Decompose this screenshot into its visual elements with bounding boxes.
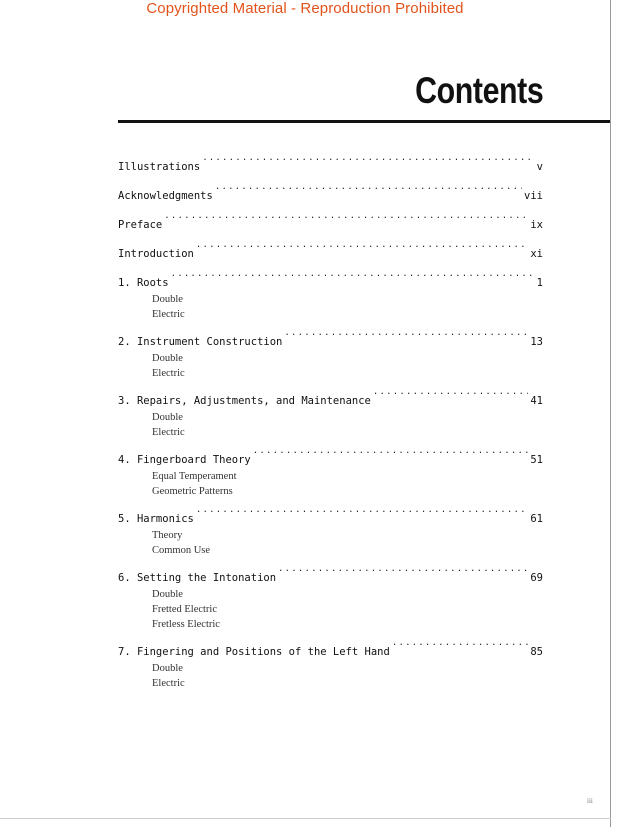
toc-entry-title: Acknowledgments bbox=[118, 190, 213, 202]
toc-entry bbox=[118, 505, 543, 558]
dot-leader bbox=[202, 153, 534, 170]
toc-line bbox=[118, 446, 543, 469]
toc-entry bbox=[118, 564, 543, 632]
toc-subentry: Equal Temperament bbox=[152, 471, 237, 482]
toc-subentry: Fretless Electric bbox=[152, 619, 220, 630]
dot-leader bbox=[164, 211, 528, 228]
toc-entry-page: 1 bbox=[536, 277, 543, 289]
toc-subentry: Electric bbox=[152, 368, 185, 379]
toc-line bbox=[118, 153, 543, 176]
toc-entry bbox=[118, 240, 543, 263]
toc-entry-title: 4. Fingerboard Theory bbox=[118, 454, 251, 466]
toc-line bbox=[118, 638, 543, 661]
copyright-notice: Copyrighted Material - Reproduction Prohibited bbox=[146, 0, 464, 17]
toc-line bbox=[118, 269, 543, 292]
dot-leader bbox=[215, 182, 522, 199]
page-title: Contents bbox=[414, 70, 543, 111]
dot-leader bbox=[196, 240, 528, 257]
toc-entry-page: ix bbox=[530, 219, 543, 231]
toc-entry-title: 5. Harmonics bbox=[118, 513, 194, 525]
toc-entry-title: Preface bbox=[118, 219, 163, 231]
toc-line bbox=[118, 387, 543, 410]
toc-entry bbox=[118, 211, 543, 234]
toc-entry bbox=[118, 182, 543, 205]
toc-entry-title: 2. Instrument Construction bbox=[118, 336, 283, 348]
toc-subentry: Double bbox=[152, 294, 183, 305]
toc-entry-title: 3. Repairs, Adjustments, and Maintenance bbox=[118, 395, 371, 407]
toc-subentry: Double bbox=[152, 412, 183, 423]
page-edge-bottom bbox=[0, 818, 611, 819]
toc-line bbox=[118, 564, 543, 587]
toc-subentry: Double bbox=[152, 589, 183, 600]
toc-subentry: Fretted Electric bbox=[152, 604, 218, 615]
dot-leader bbox=[171, 269, 535, 286]
toc-entry-page: 13 bbox=[530, 336, 543, 348]
toc-entry-page: xi bbox=[530, 248, 543, 260]
page-edge-right bbox=[610, 0, 611, 827]
toc-entry-title: Illustrations bbox=[118, 161, 201, 173]
toc-subentry: Theory bbox=[152, 530, 183, 541]
toc-line bbox=[118, 505, 543, 528]
dot-leader bbox=[196, 505, 528, 522]
toc-subentry: Electric bbox=[152, 678, 185, 689]
toc-subentry: Double bbox=[152, 353, 183, 364]
folio: iii bbox=[587, 797, 593, 805]
toc-entry-title: 6. Setting the Intonation bbox=[118, 572, 277, 584]
toc-entry-page: vii bbox=[524, 190, 543, 202]
title-divider bbox=[118, 120, 610, 123]
toc-entry-page: 61 bbox=[530, 513, 543, 525]
toc-entry-page: 69 bbox=[530, 572, 543, 584]
toc-entry bbox=[118, 387, 543, 440]
toc-subentry: Double bbox=[152, 663, 183, 674]
toc-entry bbox=[118, 446, 543, 499]
toc-entry-title: 1. Roots bbox=[118, 277, 169, 289]
toc-entry-page: 85 bbox=[530, 646, 543, 658]
toc-entry-page: 51 bbox=[530, 454, 543, 466]
toc-line bbox=[118, 328, 543, 351]
toc-entry bbox=[118, 153, 543, 176]
toc-entry bbox=[118, 269, 543, 322]
dot-leader bbox=[373, 387, 528, 404]
toc-subentry: Electric bbox=[152, 309, 185, 320]
dot-leader bbox=[284, 328, 528, 345]
toc-subentry: Common Use bbox=[152, 545, 211, 556]
toc-entry-title: 7. Fingering and Positions of the Left Hand bbox=[118, 646, 390, 658]
dot-leader bbox=[253, 446, 529, 463]
dot-leader bbox=[392, 638, 529, 655]
toc-line bbox=[118, 182, 543, 205]
toc-entry-page: 41 bbox=[530, 395, 543, 407]
toc-entry bbox=[118, 638, 543, 691]
toc-subentry: Geometric Patterns bbox=[152, 486, 233, 497]
dot-leader bbox=[278, 564, 528, 581]
toc-line bbox=[118, 211, 543, 234]
table-of-contents bbox=[118, 153, 543, 697]
toc-entry-page: v bbox=[536, 161, 543, 173]
toc-entry-title: Introduction bbox=[118, 248, 194, 260]
toc-line bbox=[118, 240, 543, 263]
toc-subentry: Electric bbox=[152, 427, 185, 438]
toc-entry bbox=[118, 328, 543, 381]
